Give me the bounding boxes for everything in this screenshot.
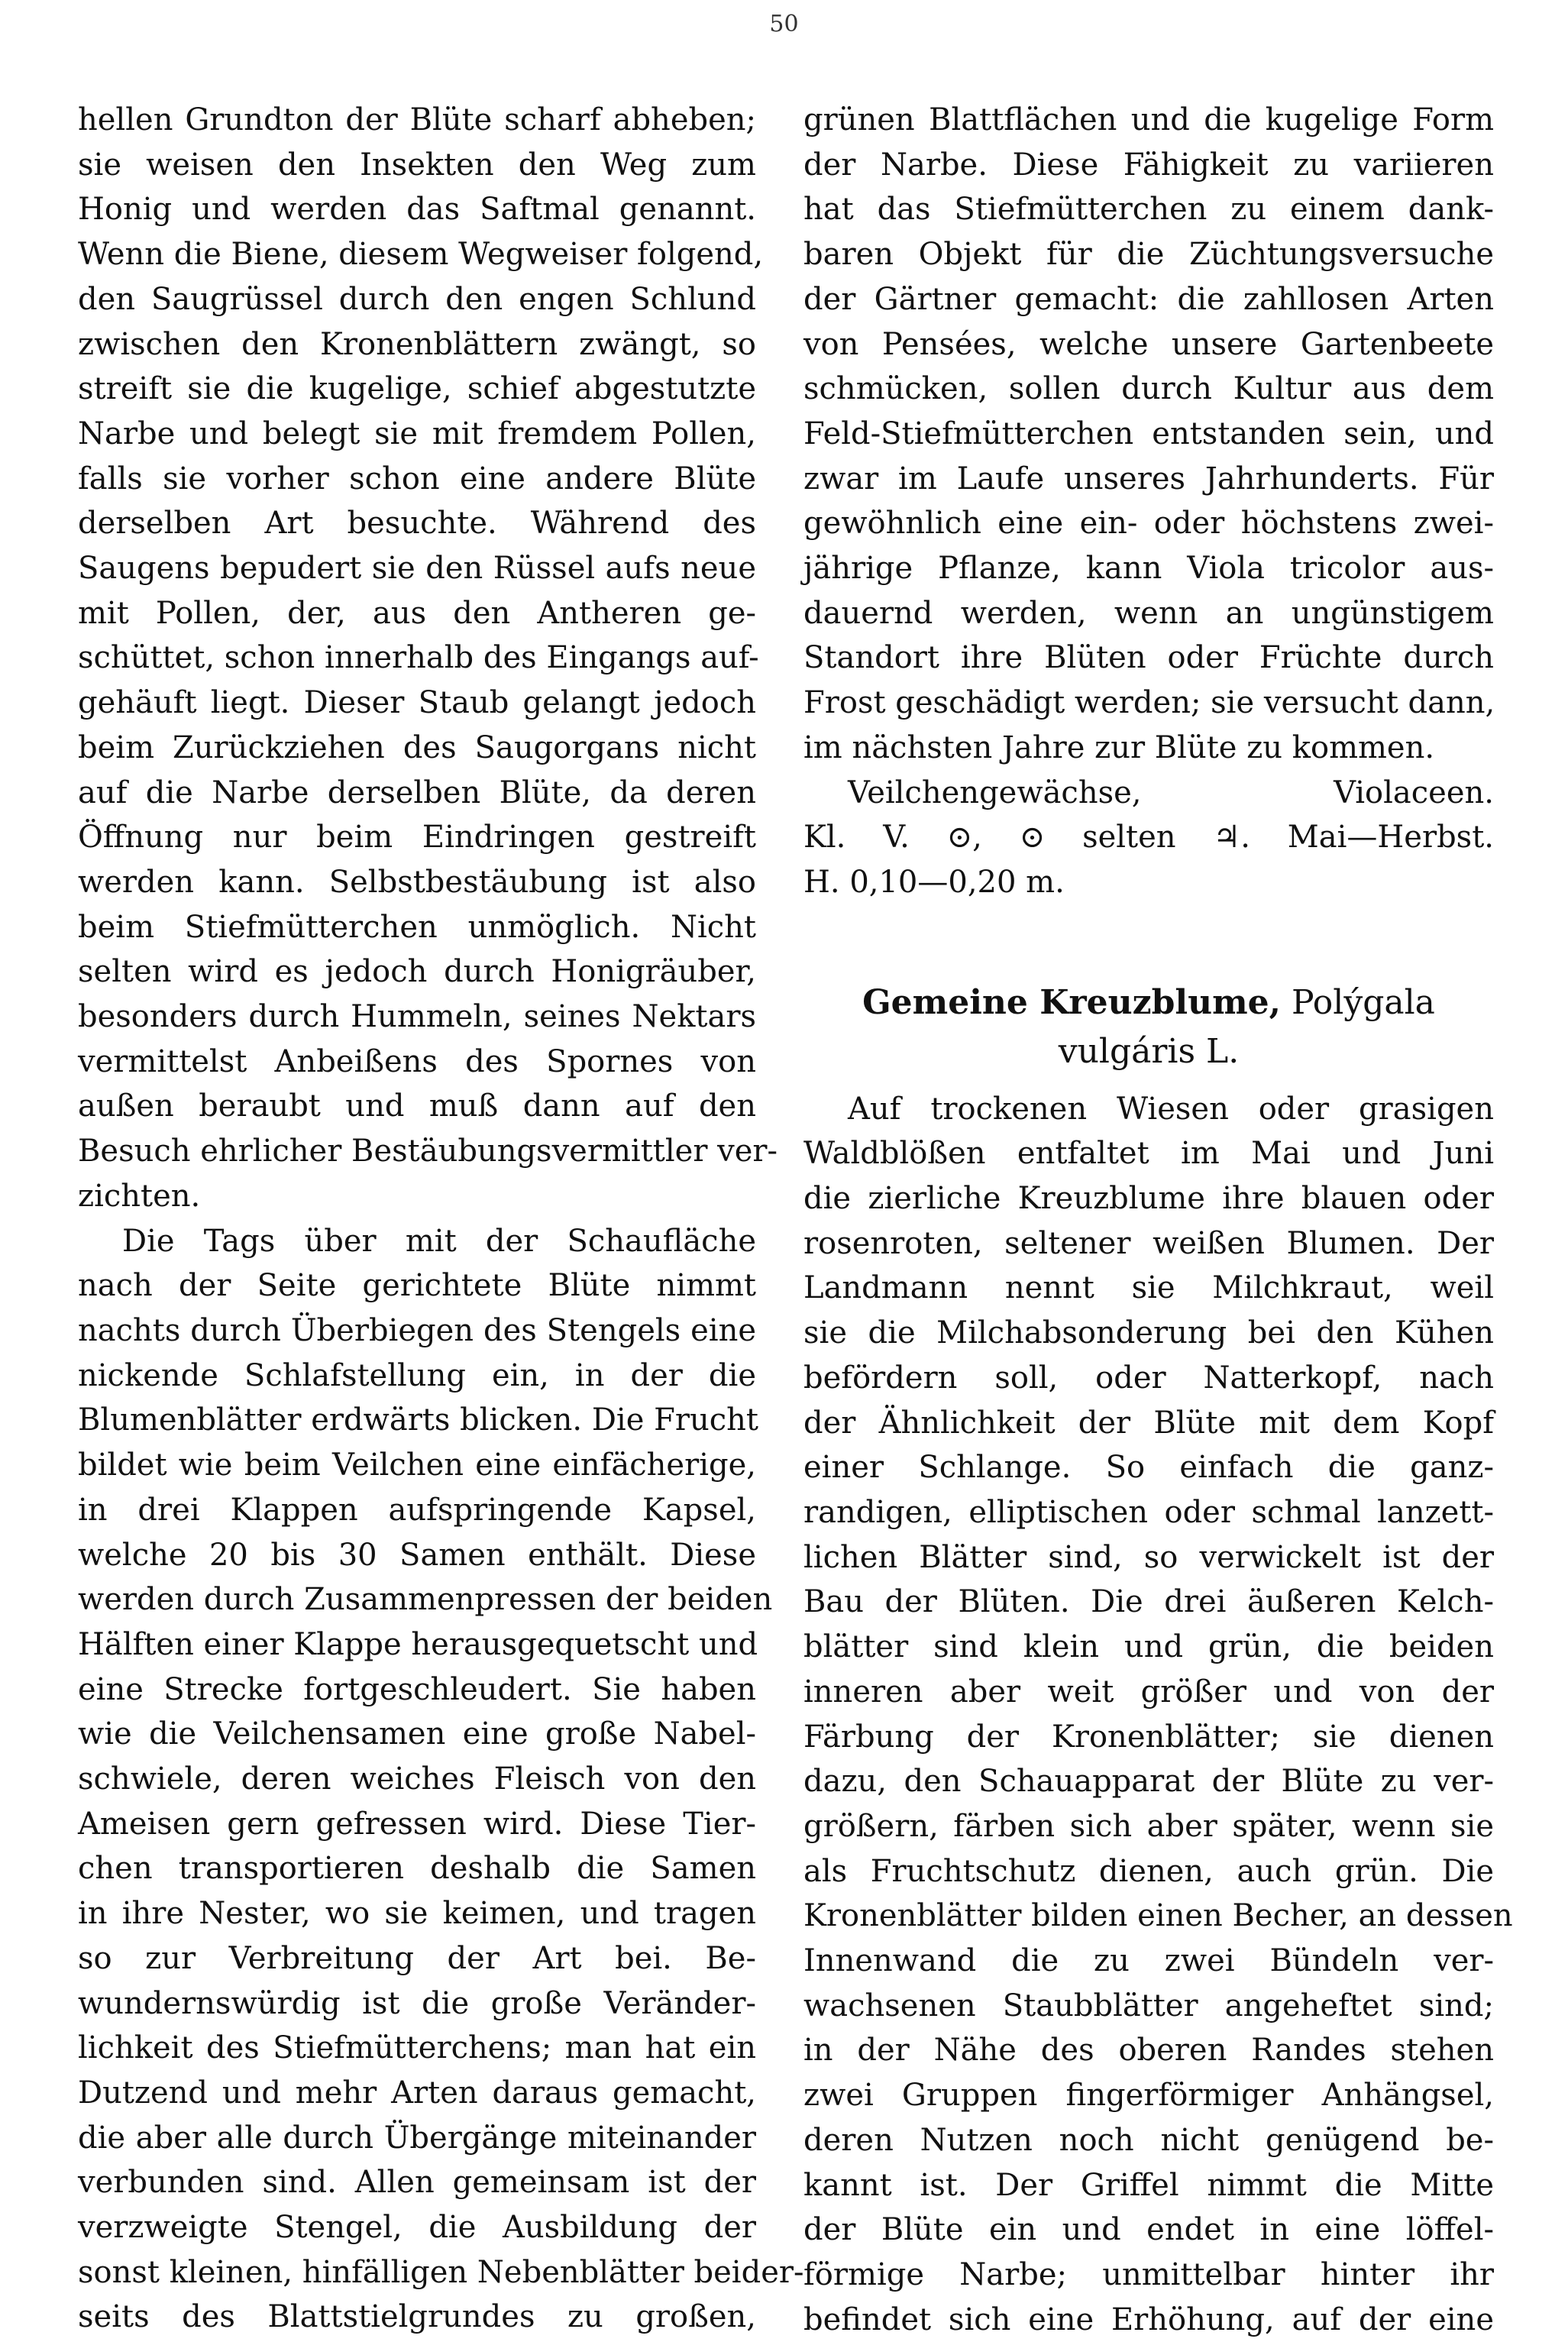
text-line: befindet sich eine Erhöhung, auf der eine — [803, 2302, 1494, 2337]
heading-common-name: Gemeine Kreuzblume, — [862, 982, 1281, 1022]
text-line: sie weisen den Insekten den Weg zum — [78, 147, 756, 183]
text-line: zwischen den Kronenblättern zwängt, so — [78, 326, 756, 362]
text-line: als Fruchtschutz dienen, auch grün. Die — [803, 1853, 1494, 1889]
text-line: vermittelst Anbeißens des Spornes von — [78, 1043, 756, 1079]
text-line: deren Nutzen noch nicht genügend be- — [803, 2122, 1494, 2158]
text-line: Wenn die Biene, diesem Wegweiser folgend, — [78, 237, 764, 273]
text-line: Bau der Blüten. Die drei äußeren Kelch- — [803, 1584, 1494, 1620]
text-line: Landmann nennt sie Milchkraut, weil — [803, 1270, 1494, 1306]
text-line: in ihre Nester, wo sie keimen, und tragen — [78, 1896, 756, 1932]
text-line: nach der Seite gerichtete Blüte nimmt — [78, 1268, 756, 1304]
text-line: befördern soll, oder Natterkopf, nach — [803, 1360, 1494, 1396]
text-line: im nächsten Jahre zur Blüte zu kommen. — [803, 729, 1435, 765]
text-line: Frost geschädigt werden; sie versucht dann, — [803, 685, 1495, 721]
text-line: Ameisen gern gefressen wird. Diese Tier- — [78, 1806, 756, 1842]
text-line: verzweigte Stengel, die Ausbildung der — [78, 2210, 756, 2246]
text-line: Färbung der Kronenblätter; sie dienen — [803, 1719, 1494, 1755]
text-line: derselben Art besuchte. Während des — [78, 506, 756, 542]
text-line: der Narbe. Diese Fähigkeit zu variieren — [803, 147, 1494, 183]
text-line: dauernd werden, wenn an ungünstigem — [803, 595, 1494, 631]
text-line: sonst kleinen, hinfälligen Nebenblätter beider- — [78, 2254, 804, 2290]
family-line: Veilchengewächse, Violaceen. — [848, 775, 1494, 810]
classification-line: Kl. V. ⊙, ⊙ selten ♃. Mai—Herbst. — [803, 820, 1494, 856]
text-line: der Gärtner gemacht: die zahllosen Arten — [803, 281, 1494, 317]
text-line: einer Schlange. So einfach die ganz- — [803, 1450, 1494, 1486]
text-line: auf die Narbe derselben Blüte, da deren — [78, 775, 756, 810]
text-line: so zur Verbreitung der Art bei. Be- — [78, 1940, 756, 1976]
text-line: Öffnung nur beim Eindringen gestreift — [78, 820, 756, 856]
text-line: werden kann. Selbstbestäubung ist also — [78, 864, 756, 900]
page-number: 50 — [769, 11, 799, 37]
text-line: Blumenblätter erdwärts blicken. Die Frucht — [78, 1402, 758, 1438]
text-line: in der Nähe des oberen Randes stehen — [803, 2033, 1494, 2069]
text-line: schwiele, deren weiches Fleisch von den — [78, 1761, 756, 1797]
text-line: hat das Stiefmütterchen zu einem dank- — [803, 192, 1494, 228]
text-line: Dutzend und mehr Arten daraus gemacht, — [78, 2075, 756, 2111]
text-line: die zierliche Kreuzblume ihre blauen oder — [803, 1181, 1494, 1217]
text-line: chen transportieren deshalb die Samen — [78, 1851, 756, 1887]
text-line: förmige Narbe; unmittelbar hinter ihr — [803, 2256, 1494, 2292]
text-line: hellen Grundton der Blüte scharf abheben; — [78, 102, 756, 137]
text-line: Auf trockenen Wiesen oder grasigen — [848, 1091, 1494, 1127]
text-line: in drei Klappen aufspringende Kapsel, — [78, 1492, 756, 1528]
heading-genus: Polýgala — [1280, 982, 1435, 1022]
text-line: wie die Veilchensamen eine große Nabel- — [78, 1716, 756, 1752]
text-line: Saugens bepudert sie den Rüssel aufs neue — [78, 551, 756, 587]
text-line: wachsenen Staubblätter angeheftet sind; — [803, 1988, 1494, 2023]
text-line: nachts durch Überbiegen des Stengels eine — [78, 1312, 756, 1348]
text-line: zichten. — [78, 1178, 201, 1214]
text-line: selten wird es jedoch durch Honigräuber, — [78, 954, 756, 990]
text-line: Die Tags über mit der Schaufläche — [122, 1223, 756, 1259]
text-line: Waldblößen entfaltet im Mai und Juni — [803, 1136, 1494, 1172]
text-line: beim Stiefmütterchen unmöglich. Nicht — [78, 909, 756, 945]
text-line: gewöhnlich eine ein- oder höchstens zwei- — [803, 506, 1494, 542]
text-line: rosenroten, seltener weißen Blumen. Der — [803, 1225, 1494, 1261]
text-line: kannt ist. Der Griffel nimmt die Mitte — [803, 2167, 1494, 2203]
text-line: welche 20 bis 30 Samen enthält. Diese — [78, 1537, 756, 1573]
text-line: baren Objekt für die Züchtungsversuche — [803, 237, 1494, 273]
text-line: Innenwand die zu zwei Bündeln ver- — [803, 1943, 1494, 1979]
text-line: schüttet, schon innerhalb des Eingangs auf- — [78, 640, 759, 676]
text-line: gehäuft liegt. Dieser Staub gelangt jedoch — [78, 685, 756, 721]
text-line: jährige Pflanze, kann Viola tricolor aus- — [803, 551, 1494, 587]
text-line: Hälften einer Klappe herausgequetscht und — [78, 1626, 758, 1662]
text-line: Kronenblätter bilden einen Becher, an dessen — [803, 1898, 1513, 1934]
text-line: der Blüte ein und endet in eine löffel- — [803, 2212, 1494, 2248]
text-line: Honig und werden das Saftmal genannt. — [78, 192, 756, 228]
text-line: der Ähnlichkeit der Blüte mit dem Kopf — [803, 1405, 1494, 1441]
text-line: zwei Gruppen fingerförmiger Anhängsel, — [803, 2078, 1494, 2114]
text-line: werden durch Zusammenpressen der beiden — [78, 1582, 773, 1618]
section-heading — [803, 979, 1494, 1076]
text-line: lichkeit des Stiefmütterchens; man hat ein — [78, 2030, 756, 2066]
text-line: seits des Blattstielgrundes zu großen, — [78, 2299, 756, 2335]
text-line: wundernswürdig ist die große Veränder- — [78, 1985, 756, 2021]
text-line: mit Pollen, der, aus den Antheren ge- — [78, 595, 756, 631]
text-line: besonders durch Hummeln, seines Nektars — [78, 999, 756, 1035]
text-line: streift sie die kugelige, schief abgestutzte — [78, 371, 756, 407]
heading-line-1 — [803, 979, 1494, 1027]
text-line: dazu, den Schauapparat der Blüte zu ver- — [803, 1764, 1494, 1800]
text-line: Besuch ehrlicher Bestäubungsvermittler ver- — [78, 1134, 778, 1169]
text-line: Narbe und belegt sie mit fremdem Pollen, — [78, 416, 756, 451]
text-line: blätter sind klein und grün, die beiden — [803, 1629, 1494, 1665]
text-line: von Pensées, welche unsere Gartenbeete — [803, 326, 1494, 362]
text-line: bildet wie beim Veilchen eine einfächerige, — [78, 1448, 756, 1483]
height-line: H. 0,10—0,20 m. — [803, 864, 1065, 900]
text-line: sie die Milchabsonderung bei den Kühen — [803, 1315, 1494, 1351]
text-line: verbunden sind. Allen gemeinsam ist der — [78, 2165, 756, 2201]
text-line: grünen Blattflächen und die kugelige Form — [803, 102, 1494, 137]
text-line: nickende Schlafstellung ein, in der die — [78, 1357, 756, 1393]
right-column — [803, 98, 1513, 2342]
text-line: eine Strecke fortgeschleudert. Sie haben — [78, 1671, 756, 1707]
text-line: inneren aber weit größer und von der — [803, 1674, 1494, 1710]
text-line: Standort ihre Blüten oder Früchte durch — [803, 640, 1494, 676]
heading-line-2: vulgáris L. — [1058, 1031, 1240, 1071]
text-line: den Saugrüssel durch den engen Schlund — [78, 281, 756, 317]
text-line: größern, färben sich aber später, wenn sie — [803, 1808, 1494, 1844]
left-column — [78, 98, 804, 2340]
text-line: schmücken, sollen durch Kultur aus dem — [803, 371, 1494, 407]
text-line: zwar im Laufe unseres Jahrhunderts. Für — [803, 461, 1494, 497]
text-line: außen beraubt und muß dann auf den — [78, 1089, 756, 1124]
text-line: lichen Blätter sind, so verwickelt ist der — [803, 1539, 1494, 1575]
text-line: beim Zurückziehen des Saugorgans nicht — [78, 729, 756, 765]
text-line: falls sie vorher schon eine andere Blüte — [78, 461, 756, 497]
text-line: Feld-Stiefmütterchen entstanden sein, und — [803, 416, 1494, 451]
text-line: randigen, elliptischen oder schmal lanzett- — [803, 1494, 1494, 1530]
text-line: die aber alle durch Übergänge miteinander — [78, 2120, 756, 2156]
